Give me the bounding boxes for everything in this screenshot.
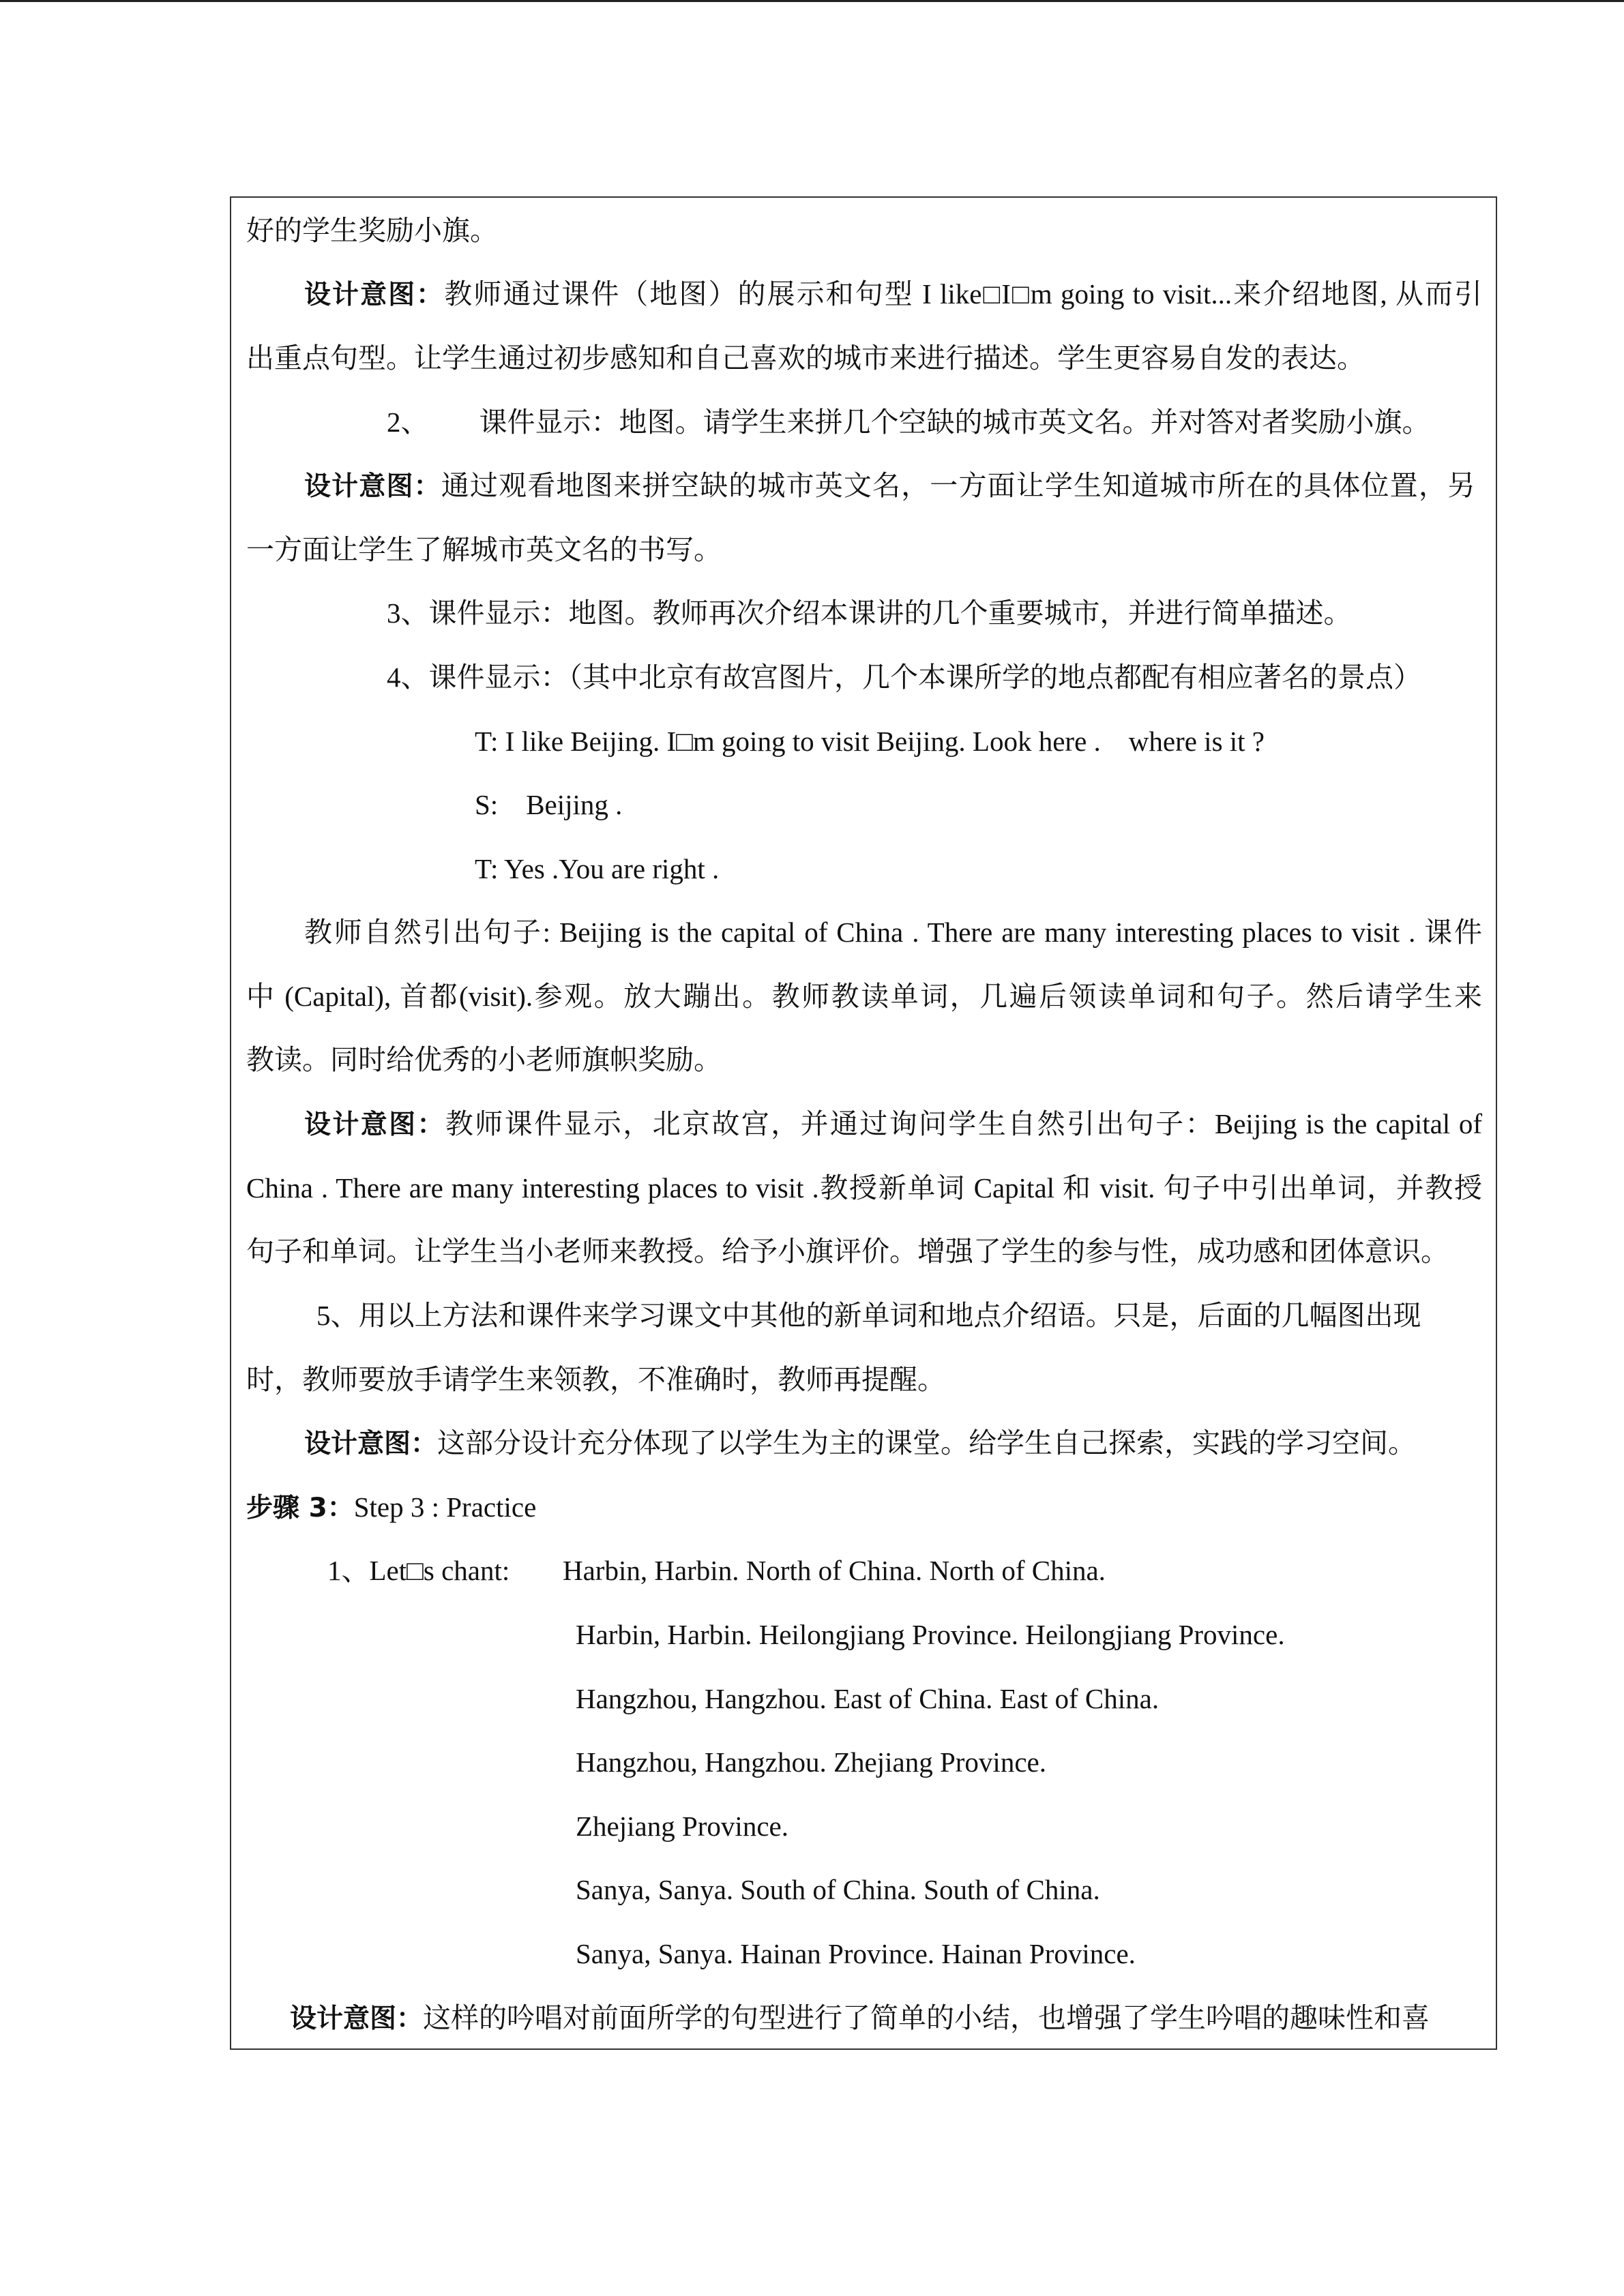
line-text: 教读。同时给优秀的小老师旗帜奖励。 xyxy=(246,1044,722,1075)
design-intent-2 xyxy=(304,468,1475,504)
step-title: Step 3 : Practice xyxy=(353,1491,537,1523)
line-text: 这样的吟唱对前面所学的句型进行了简单的小结，也增强了学生吟唱的趣味性和喜 xyxy=(423,2002,1430,2033)
top-border-line xyxy=(0,0,1624,2)
step-3-heading xyxy=(246,1490,536,1525)
design-intent-label: 设计意图： xyxy=(304,471,441,502)
chant-line-5 xyxy=(576,1809,788,1843)
dialogue-line-1 xyxy=(475,724,1265,758)
dialogue-line-3 xyxy=(475,852,719,886)
text-line-17 xyxy=(246,1234,1449,1268)
text-line-19 xyxy=(246,1362,945,1397)
step-label: 步骤 3： xyxy=(246,1493,354,1523)
line-text: Hangzhou, Hangzhou. East of China. East of China. xyxy=(576,1683,1160,1714)
design-intent-label: 设计意图： xyxy=(290,2003,424,2034)
design-intent-3 xyxy=(304,1107,1482,1142)
line-text: 教师课件显示，北京故宫，并通过询问学生自然引出句子：Beijing is the capital of xyxy=(445,1108,1482,1139)
line-text: 4、课件显示：（其中北京有故宫图片，几个本课所学的地点都配有相应著名的景点） xyxy=(387,661,1421,693)
dialogue-line-2 xyxy=(475,788,622,822)
line-text: Hangzhou, Hangzhou. Zhejiang Province. xyxy=(576,1746,1046,1778)
step-item-3 xyxy=(387,596,1352,630)
line-text: 课件显示：地图。请学生来拼几个空缺的城市英文名。并对答对者奖励小旗。 xyxy=(479,406,1430,438)
line-text: 句子和单词。让学生当小老师来教授。给予小旗评价。增强了学生的参与性，成功感和团体意识。 xyxy=(246,1236,1449,1267)
design-intent-4 xyxy=(304,1426,1416,1461)
line-text: 好的学生奖励小旗。 xyxy=(246,215,498,246)
design-intent-label: 设计意图： xyxy=(304,1429,438,1459)
chant-line-7 xyxy=(576,1937,1136,1971)
line-text: 教师通过课件（地图）的展示和句型 I like□I□m going to visit...来介绍地图, 从而引 xyxy=(444,278,1482,310)
design-intent-1 xyxy=(304,277,1482,312)
text-line-12 xyxy=(304,915,1482,949)
text-line-16 xyxy=(246,1171,1482,1205)
design-intent-label: 设计意图： xyxy=(304,1109,445,1140)
line-text: 5、用以上方法和课件来学习课文中其他的新单词和地点介绍语。只是，后面的几幅图出现 xyxy=(316,1300,1421,1331)
chant-line-3 xyxy=(576,1682,1159,1716)
line-text: Sanya, Sanya. South of China. South of China. xyxy=(576,1874,1100,1905)
line-text: 通过观看地图来拼空缺的城市英文名，一方面让学生知道城市所在的具体位置，另 xyxy=(441,470,1475,501)
line-text: 这部分设计充分体现了以学生为主的课堂。给学生自己探索，实践的学习空间。 xyxy=(437,1427,1417,1459)
line-text: Zhejiang Province. xyxy=(576,1810,788,1842)
line-text: 时，教师要放手请学生来领教，不准确时，教师再提醒。 xyxy=(246,1364,945,1395)
step-item-5 xyxy=(316,1298,1421,1332)
line-text: Sanya, Sanya. Hainan Province. Hainan Province. xyxy=(576,1938,1136,1969)
text-line-3 xyxy=(246,341,1365,375)
text-line-6 xyxy=(246,533,722,567)
step-item-4 xyxy=(387,660,1421,694)
design-intent-5 xyxy=(290,2001,1430,2036)
chant-line-2 xyxy=(576,1617,1285,1652)
line-text: S: Beijing . xyxy=(475,789,623,820)
line-text: 一方面让学生了解城市英文名的书写。 xyxy=(246,534,722,565)
chant-item-1 xyxy=(327,1553,510,1587)
item-number: 2、 xyxy=(387,406,429,438)
chant-line-6 xyxy=(576,1873,1100,1907)
line-text: Harbin, Harbin. North of China. North of China. xyxy=(563,1555,1106,1586)
line-text: 出重点句型。让学生通过初步感知和自己喜欢的城市来进行描述。学生更容易自发的表达。 xyxy=(246,342,1365,374)
line-text: 中 (Capital), 首都(visit).参观。放大蹦出。教师教读单词，几遍后领读单词和句子。然后请学生来 xyxy=(246,981,1482,1012)
line-text: T: Yes .You are right . xyxy=(475,853,720,884)
chant-line-4 xyxy=(576,1745,1046,1779)
line-text: T: I like Beijing. I□m going to visit Beijing. Look here . where is it ? xyxy=(475,726,1265,757)
line-text: Harbin, Harbin. Heilongjiang Province. Heilongjiang Province. xyxy=(576,1619,1285,1650)
text-line-13 xyxy=(246,979,1482,1013)
line-text: 教师自然引出句子: Beijing is the capital of China . There are many interesting places to visit . 课件 xyxy=(304,916,1482,948)
text-line-14 xyxy=(246,1043,722,1077)
line-text: 3、课件显示：地图。教师再次介绍本课讲的几个重要城市，并进行简单描述。 xyxy=(387,597,1352,629)
chant-line-1 xyxy=(563,1553,1106,1587)
step-item-2 xyxy=(387,405,1430,439)
design-intent-label: 设计意图： xyxy=(304,280,445,310)
line-text: China . There are many interesting places to visit .教授新单词 Capital 和 visit. 句子中引出单词，并教授 xyxy=(246,1172,1482,1204)
chant-number: 1、Let□s chant: xyxy=(327,1555,510,1586)
text-line-1 xyxy=(246,213,498,248)
